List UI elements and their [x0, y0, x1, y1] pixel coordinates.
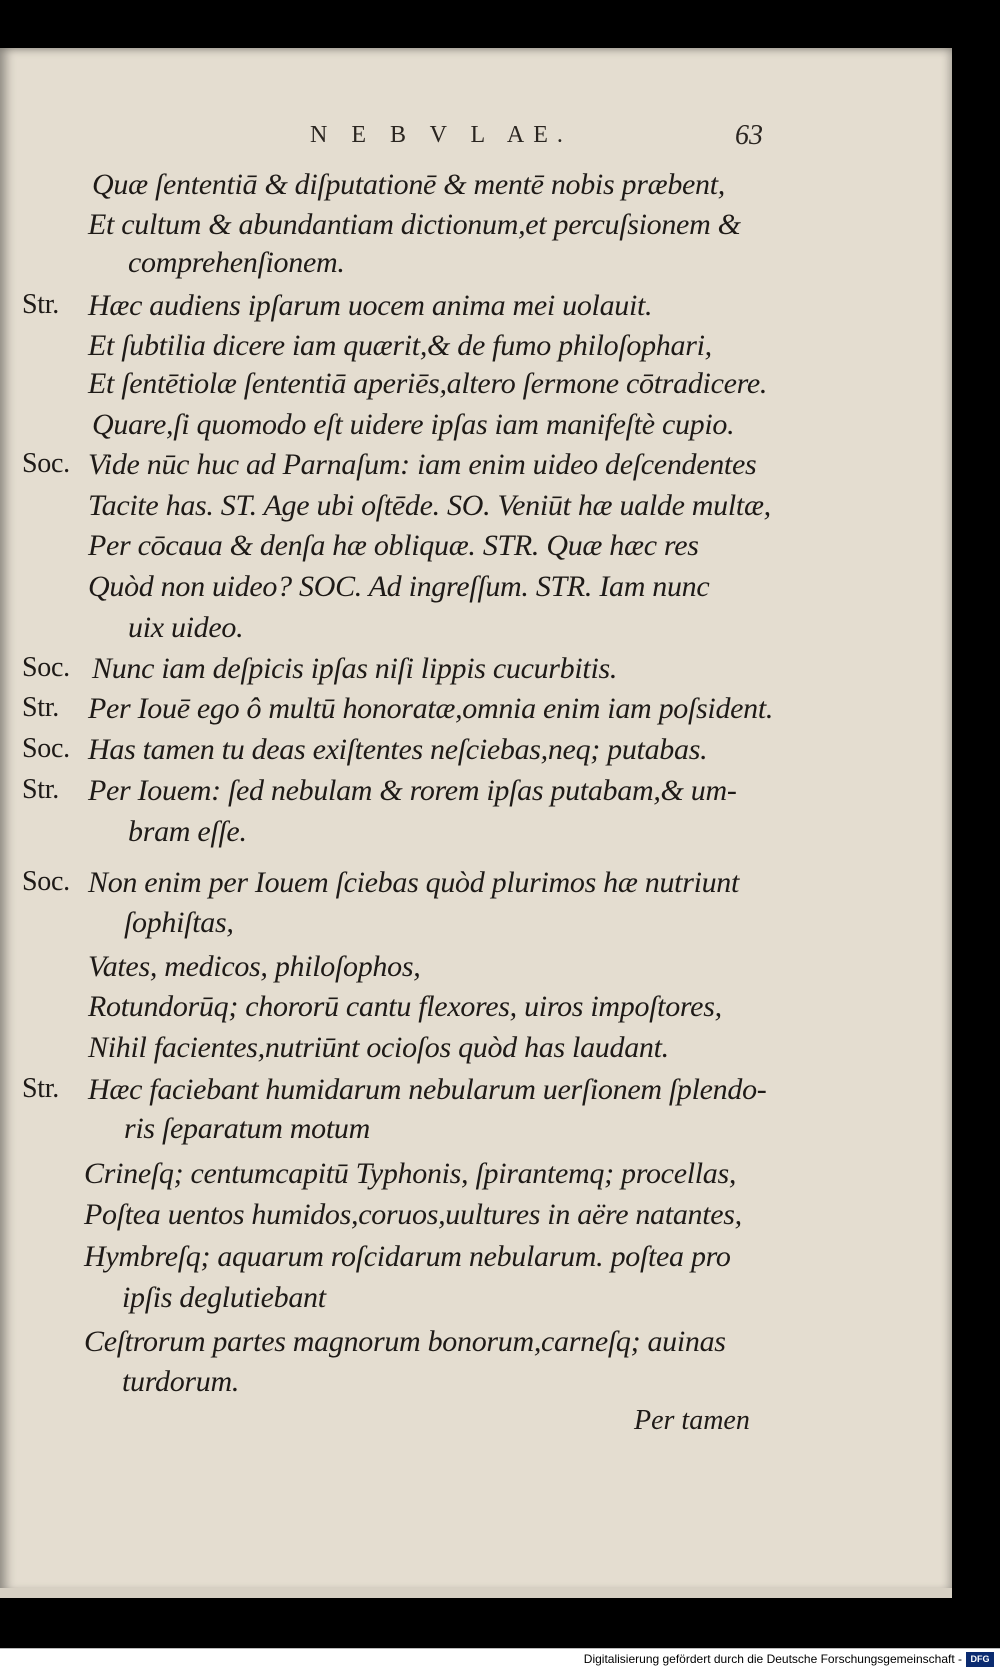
line-text: Nunc iam deſpicis ipſas niſi lippis cucurbitis. [92, 652, 618, 685]
line-text: Tacite has. ST. Age ubi oſtēde. SO. Veniūt hæ ualde multæ, [88, 489, 771, 522]
line-text: Per cōcaua & denſa hæ obliquæ. STR. Quæ hæc res [88, 529, 699, 562]
line-text: Et ſubtilia dicere iam quærit,& de fumo philoſophari, [88, 329, 712, 362]
line-text: Nihil facientes,nutriūnt ocioſos quòd has laudant. [88, 1031, 669, 1064]
dfg-logo: DFG [966, 1652, 994, 1667]
page-edge [0, 1588, 952, 1598]
line-text: ſophiſtas, [124, 906, 234, 939]
line-text: Poſtea uentos humidos,coruos,uultures in aëre natantes, [84, 1198, 742, 1231]
funding-notice: Digitalisierung gefördert durch die Deutsche Forschungsgemeinschaft - [583, 1652, 962, 1666]
line-text: Quæ ſententiā & diſputationē & mentē nobis præbent, [92, 168, 725, 201]
speaker-label: Str. [22, 774, 59, 805]
catchword: Per tamen [634, 1405, 750, 1436]
line-text: Hæc audiens ipſarum uocem anima mei uolauit. [88, 289, 653, 322]
speaker-label: Str. [22, 692, 59, 723]
line-text: Per Iouem: ſed nebulam & rorem ipſas putabam,& um- [88, 774, 737, 807]
line-text: Quare,ſi quomodo eſt uidere ipſas iam manifeſtè cupio. [92, 408, 735, 441]
line-text: Et ſentētiolæ ſententiā aperiēs,altero ſermone cōtradicere. [88, 367, 768, 400]
line-text: bram eſſe. [128, 815, 247, 848]
line-text: Rotundorūq; chororū cantu flexores, uiros impoſtores, [88, 990, 722, 1023]
speaker-label: Str. [22, 289, 59, 320]
line-text: Non enim per Iouem ſciebas quòd plurimos hæ nutriunt [88, 866, 740, 899]
line-text: Quòd non uideo? SOC. Ad ingreſſum. STR. Iam nunc [88, 570, 710, 603]
line-text: Crineſq; centumcapitū Typhonis, ſpirantemq; procellas, [84, 1157, 737, 1190]
line-text: Hymbreſq; aquarum roſcidarum nebularum. poſtea pro [84, 1240, 731, 1273]
speaker-label: Soc. [22, 733, 70, 764]
line-text: Ceſtrorum partes magnorum bonorum,carneſq; auinas [84, 1325, 726, 1358]
line-text: Per Iouē ego ô multū honoratæ,omnia enim iam poſsident. [88, 692, 774, 725]
footer-bar [0, 1648, 1000, 1671]
line-text: ris ſeparatum motum [124, 1112, 370, 1145]
speaker-label: Soc. [22, 866, 70, 897]
line-text: Has tamen tu deas exiſtentes neſciebas,neq; putabas. [88, 733, 708, 766]
line-text: ipſis deglutiebant [122, 1281, 326, 1314]
line-text: Vide nūc huc ad Parnaſum: iam enim uideo deſcendentes [88, 448, 757, 481]
line-text: comprehenſionem. [128, 246, 345, 279]
line-text: Hæc faciebant humidarum nebularum uerſionem ſplendo- [88, 1073, 767, 1106]
line-text: uix uideo. [128, 611, 244, 644]
line-text: Et cultum & abundantiam dictionum,et percuſsionem & [88, 208, 741, 241]
line-text: turdorum. [122, 1365, 240, 1398]
speaker-label: Str. [22, 1073, 59, 1104]
speaker-label: Soc. [22, 448, 70, 479]
running-header: N E B V L AE. [310, 122, 572, 148]
line-text: Vates, medicos, philoſophos, [88, 950, 421, 983]
page-number: 63 [735, 120, 763, 151]
speaker-label: Soc. [22, 652, 70, 683]
